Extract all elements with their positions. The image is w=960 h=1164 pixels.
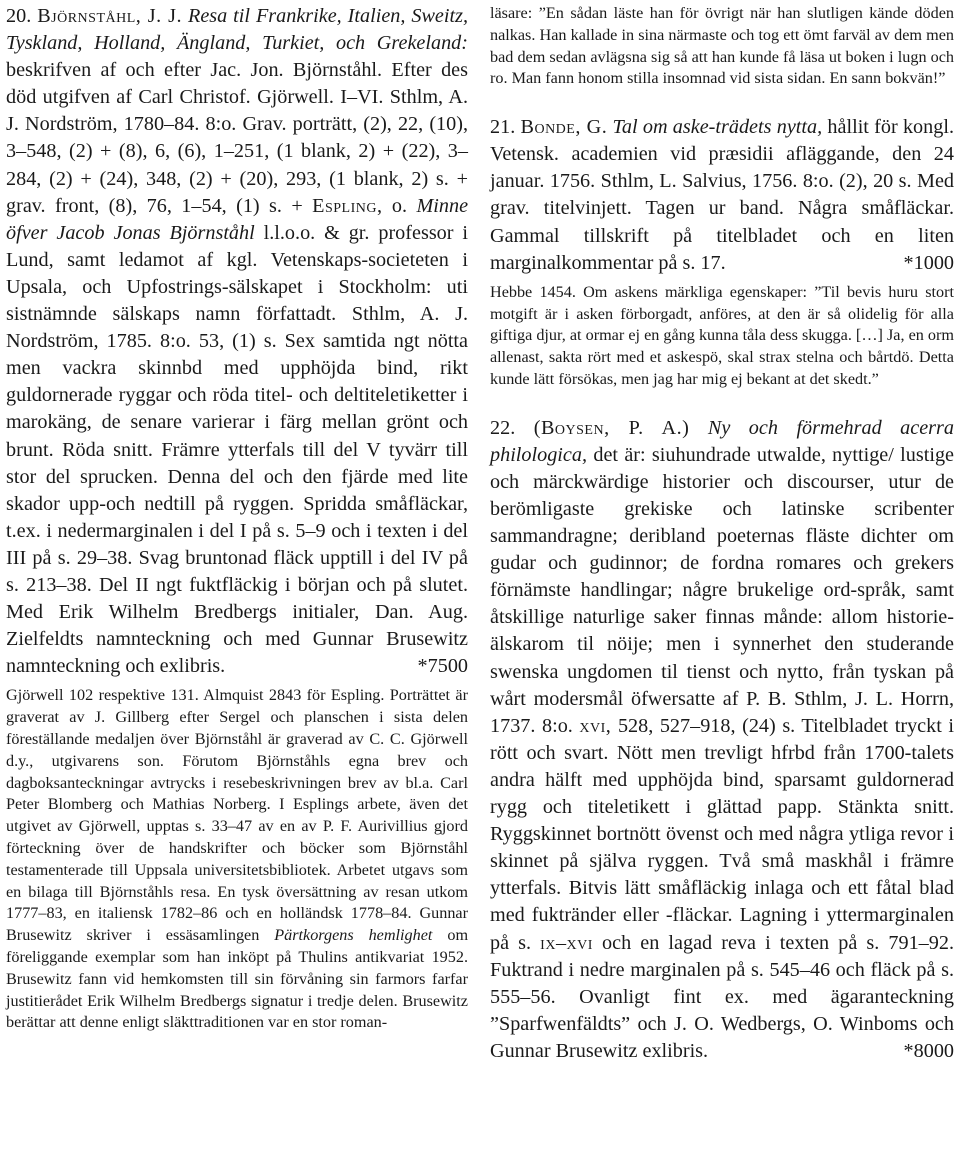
entry-20-note-b: om föreliggande exemplar som han inköpt på Thulins antikvariat 1952. Brusewitz fann vid hemkomsten till sin förvåning sin farmors farfar justitierådet Erik Wilhelm Bredbergs signatur i tredje delen. Brusewitz berättar att denne enligt släkttraditionen var en stor roman- [6, 926, 469, 1032]
entry-20-number: 20. [6, 5, 32, 27]
entry-22-price: *8000 [903, 1039, 954, 1062]
entry-20-body-c: l.l.o.o. & gr. professor i Lund, samt ledamot af kgl. Vetenskaps-societeten i Upsala, och Upfostrings-sälskapet i Stockholm: uti sistnämnde sälskaps namn författadt. Sthlm, A. J. Nordström, 1785. 8:o. 53, (1) s. Sex samtida ngt nötta men vackra skinnbd med upphöjda bind, rikt guldornerade ryggar och röda titel- och deltiteletiketter i marokäng, de senare varierar i färg mellan grönt och brunt. Röda snitt. Främre ytterfals till del V tyvärr till stor del sprucken. Denna del och den fjärde med lite skador upp-och nedtill på ryggen. Spridda småfläckar, t.ex. i nedermarginalen i del I på s. 5–9 och i texten i del III på s. 29–38. Svag bruntonad fläck upptill i del IV på s. 213–38. Del II ngt fuktfläckig i början och på slutet. Med Erik Wilhelm Bredbergs initialer, Dan. Aug. Zielfeldts namnteckning och med Gunnar Brusewitz namnteckning och exlibris. [6, 221, 468, 678]
entry-22-body-a: det är: siuhundrade utwalde, nyttige/ lustige och märckwärdige historier och discourser, utur de berömligaste grekiske och latinske scribenter sammandragne; deribland poeternas fläste dichter om gudar och gudinnor; de fordna romares och grekers förnämste handlingar; någre brukelige ord-språk, samt åtskillige naturlige saker finnas månde: allom historie-älskarom til nöije; men i synnerhet den studerande swenska ungdomen til tienst och nytto, från tyskan på wårt modersmål öfwersatte af P. B. Sthlm, J. L. Horrn, 1737. 8:o. [490, 443, 955, 737]
entry-20-body-a: beskrifven af och efter Jac. Jon. Björnståhl. Efter des död utgifven af Carl Christof. Gjörwell. I–VI. Sthlm, A. J. Nordström, 1780–84. 8:o. Grav. porträtt, (2), 22, (10), 3–548, (2) + (8), 6, (6), 1–251, (1 blank, 2) + (22), 3–284, (2) + (24), 348, (2) + (20), 293, (1 blank, 2) s. + grav. front, (8), 76, 1–54, (1) s. + [6, 59, 468, 217]
entry-20-description [6, 3, 468, 680]
entry-22-roman-2: ix–xvi [540, 931, 593, 954]
entry-22-number: 22. [490, 416, 516, 439]
entry-20-note [6, 685, 468, 1034]
entry-21-title: Tal om aske-trädets nytta, [612, 116, 823, 139]
right-column [490, 3, 954, 1065]
entry-20-espling: Espling, [312, 194, 383, 217]
entry-22-body-c: och en lagad reva i texten på s. 791–92. Fuktrand i nedre marginalen på s. 545–46 och fläck på s. 555–56. Ovanligt fint ex. med ägaranteckning ”Sparfwenfäldts” och J. O. Wedbergs, O. Winboms och Gunnar Brusewitz exlibris. [490, 931, 955, 1062]
entry-21-author: Bonde, G. [520, 116, 608, 139]
entry-22-description [490, 415, 954, 1065]
entry-20-note-a: Gjörwell 102 respektive 131. Almquist 2843 för Espling. Porträttet är graverat av J. Gillberg efter Sergel och planschen i sista delen föreställande medaljen över Björnståhl är graverad av C. C. Gjörwell d.y., utgivarens son. Förutom Björnståhls egna brev och dagboksanteckningar avtrycks i resebeskrivningen brev av bl.a. Carl Peter Blomberg och Mathias Norberg. I Esplings arbete, även det utgivet av Gjörwell, upptas s. 33–47 av en av P. F. Aurivillius gjord förteckning över de handskrifter och böcker som Björnståhl testamenterade till Uppsala universitetsbibliotek. Arbetet utgavs som en bilaga till Björnståhls resa. En tysk översättning av resan utkom 1777–83, en italiensk 1782–86 och en holländsk 1778–84. Gunnar Brusewitz skriver i essäsamlingen [6, 686, 468, 945]
left-column [6, 3, 468, 1034]
entry-20-price: *7500 [417, 655, 468, 678]
entry-21-note: Hebbe 1454. Om askens märkliga egenskaper: ”Til bevis huru stort motgift är i asken förborgadt, anföres, at den är så olidelig för alla giftiga djur, at ormar ej en gång kunna tåla dess skugga. […] Ja, en orm allenast, sakta rört med et askespö, skal strax stelna och bårtdö. Detta kunde lätt försökas, men jag har mig ej bekant at det skedt.” [490, 282, 954, 388]
entry-21-description [490, 114, 954, 277]
entry-22-title: Ny och förmehrad acerra philologica, [490, 416, 954, 466]
entry-20-note-title: Pärtkorgens hemlighet [274, 926, 433, 945]
entry-22-roman-1: xvi, [579, 714, 612, 737]
entry-21-number: 21. [490, 116, 516, 139]
entry-20-body-b: o. [391, 194, 408, 217]
entry-20-title: Resa til Frankrike, Italien, Sweitz, Tyskland, Holland, Ängland, Turkiet, och Grekeland: [6, 5, 469, 55]
entry-21-body: hållit för kongl. Vetensk. academien vid præsidii afläggande, den 24 januar. 1756. Sthlm, L. Salvius, 1756. 8:o. (2), 20 s. Med grav. titelvinjett. Tagen ur band. Några småfläckar. Gammal tillskrift på titelbladet och en liten marginalkommentar på s. 17. [490, 116, 954, 274]
entry-20-author: Björnståhl, J. J. [37, 5, 183, 27]
entry-22-body-b: 528, 527–918, (24) s. Titelbladet tryckt i rött och svart. Nött men trevligt hfrbd från 1700-talets andra hälft med upphöjda bind, sparsamt guldornerad rygg och titeletikett i glättad papp. Stänkta snitt. Ryggskinnet bortnött övenst och med några ytliga revor i skinnet på själva ryggen. Två små maskhål i främre ytterfals. Bitvis lätt småfläckig inlaga och ett fåtal blad med fuktränder eller -fläckar. Lagning i yttermarginalen på s. [490, 714, 955, 954]
entry-22-author: (Boysen, P. A.) [533, 416, 690, 439]
entry-20-minne-title: Minne öfver Jacob Jonas Björnståhl [6, 194, 469, 244]
entry-21-price: *1000 [903, 251, 954, 274]
entry-20-note-continuation: läsare: ”En sådan läste han för övrigt när han slutligen kände döden nalkas. Han kallade in sina närmaste och tog ett ömt farväl av dem men bad dem sedan avlägsna sig så att han kunde få läsa ut boken i lugn och ro. Man fann honom stilla insomnad vid sista sidan. En sann bokvän!” [490, 4, 954, 88]
